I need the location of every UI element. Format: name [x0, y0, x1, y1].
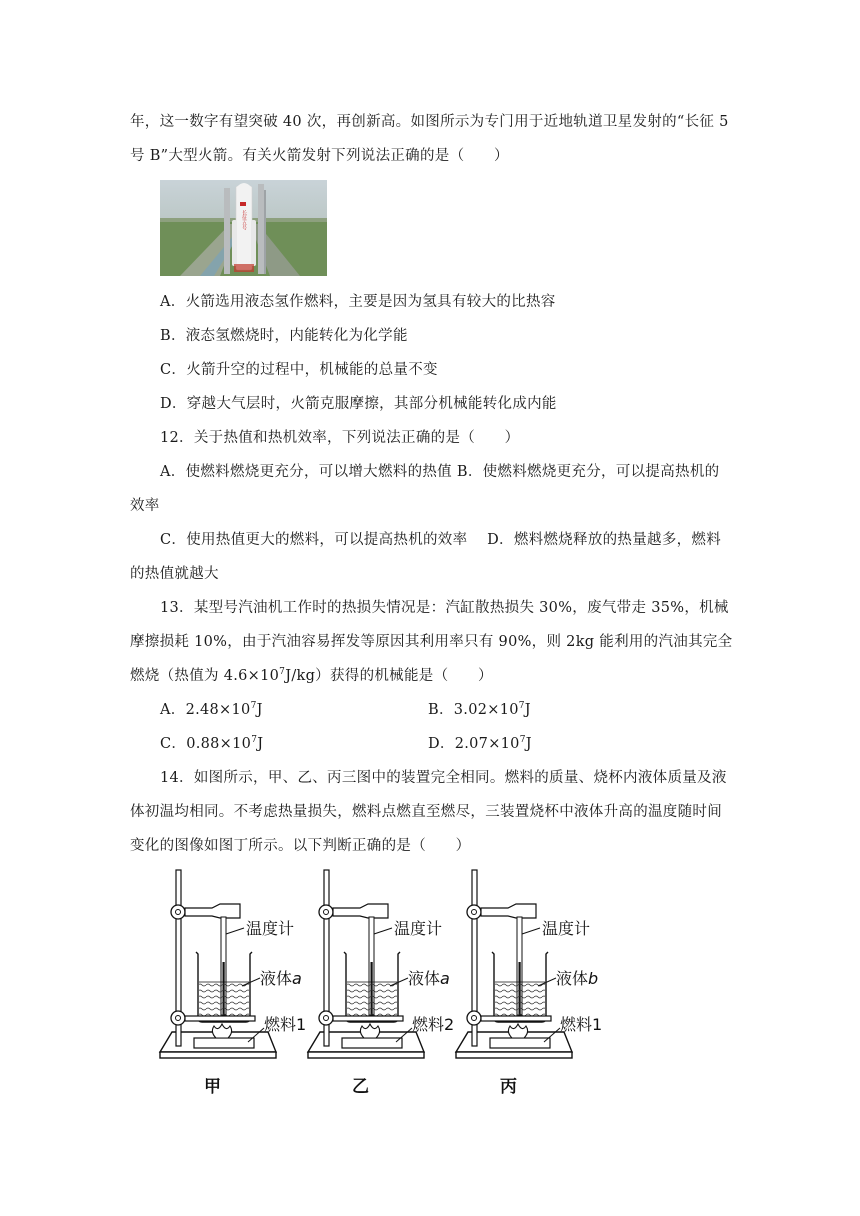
q13-option-d: D．$2.07\times 10^7J$: [428, 735, 532, 752]
rocket-banner-text: 长征五号: [241, 210, 247, 230]
q12-option-ab-line1: A．使燃料燃烧更充分，可以增大燃料的热值 B．使燃料燃烧更充分，可以提高热机的: [160, 464, 720, 480]
setup-yi: [308, 870, 454, 1097]
thermometer-label-yi: 温度计: [394, 919, 443, 938]
caption-yi: 乙: [352, 1077, 369, 1097]
svg-text:液体b: 液体b: [556, 969, 599, 988]
heating-apparatus-figure: [150, 862, 630, 1102]
q12-stem: 12．关于热值和热机效率，下列说法正确的是（ ）: [160, 430, 520, 446]
q12-option-cd-line1: C．使用热值更大的燃料，可以提高热机的效率 D．燃料燃烧释放的热量越多，燃料: [160, 532, 722, 548]
q11-intro-line2: 号 B”大型火箭。有关火箭发射下列说法正确的是（ ）: [130, 148, 509, 164]
setup-jia: [160, 870, 306, 1097]
q13-stem-line3: 燃烧（热值为 $4.6\times 10^7J/kg$）获得的机械能是（ ）: [130, 667, 493, 684]
svg-text:液体a: 液体a: [260, 969, 302, 988]
q11-option-a: A．火箭选用液态氢作燃料，主要是因为氢具有较大的比热容: [160, 294, 556, 310]
q12-option-cd-line2: 的热值就越大: [130, 566, 219, 582]
q13-option-c: C．$0.88\times 10^7J$: [160, 735, 264, 752]
q13-option-b: B．$3.02\times 10^7J$: [428, 701, 531, 718]
q14-stem-line1: 14．如图所示，甲、乙、丙三图中的装置完全相同。燃料的质量、烧杯内液体质量及液: [160, 770, 727, 786]
fuel-label-bing: 燃料1: [560, 1015, 603, 1034]
q11-option-b: B．液态氢燃烧时，内能转化为化学能: [160, 328, 408, 344]
q13-stem-line2: 摩擦损耗 10%，由于汽油容易挥发等原因其利用率只有 90%，则 2kg 能利用的汽油其完全: [130, 634, 733, 650]
setup-bing: [456, 870, 602, 1097]
thermometer-label-jia: 温度计: [246, 919, 295, 938]
fuel-label-yi: 燃料2: [412, 1015, 455, 1034]
q13-stem-line1: 13．某型号汽油机工作时的热损失情况是：汽缸散热损失 30%，废气带走 35%，机械: [160, 600, 729, 616]
caption-jia: 甲: [204, 1077, 221, 1097]
q11-option-d: D．穿越大气层时，火箭克服摩擦，其部分机械能转化成内能: [160, 396, 557, 412]
q11-intro-line1: 年，这一数字有望突破 40 次，再创新高。如图所示为专门用于近地轨道卫星发射的“长征 5: [130, 114, 729, 130]
fuel-label-jia: 燃料1: [264, 1015, 307, 1034]
thermometer-label-bing: 温度计: [542, 919, 591, 938]
q14-stem-line2: 体初温均相同。不考虑热量损失，燃料点燃直至燃尽，三装置烧杯中液体升高的温度随时间: [130, 804, 722, 820]
svg-text:液体a: 液体a: [408, 969, 450, 988]
q12-option-ab-line2: 效率: [130, 498, 160, 514]
caption-bing: 丙: [500, 1077, 517, 1097]
q14-stem-line3: 变化的图像如图丁所示。以下判断正确的是（ ）: [130, 838, 471, 854]
rocket-photo: [160, 180, 327, 276]
q13-option-a: A．$2.48\times 10^7J$: [160, 701, 263, 718]
q11-option-c: C．火箭升空的过程中，机械能的总量不变: [160, 362, 438, 378]
